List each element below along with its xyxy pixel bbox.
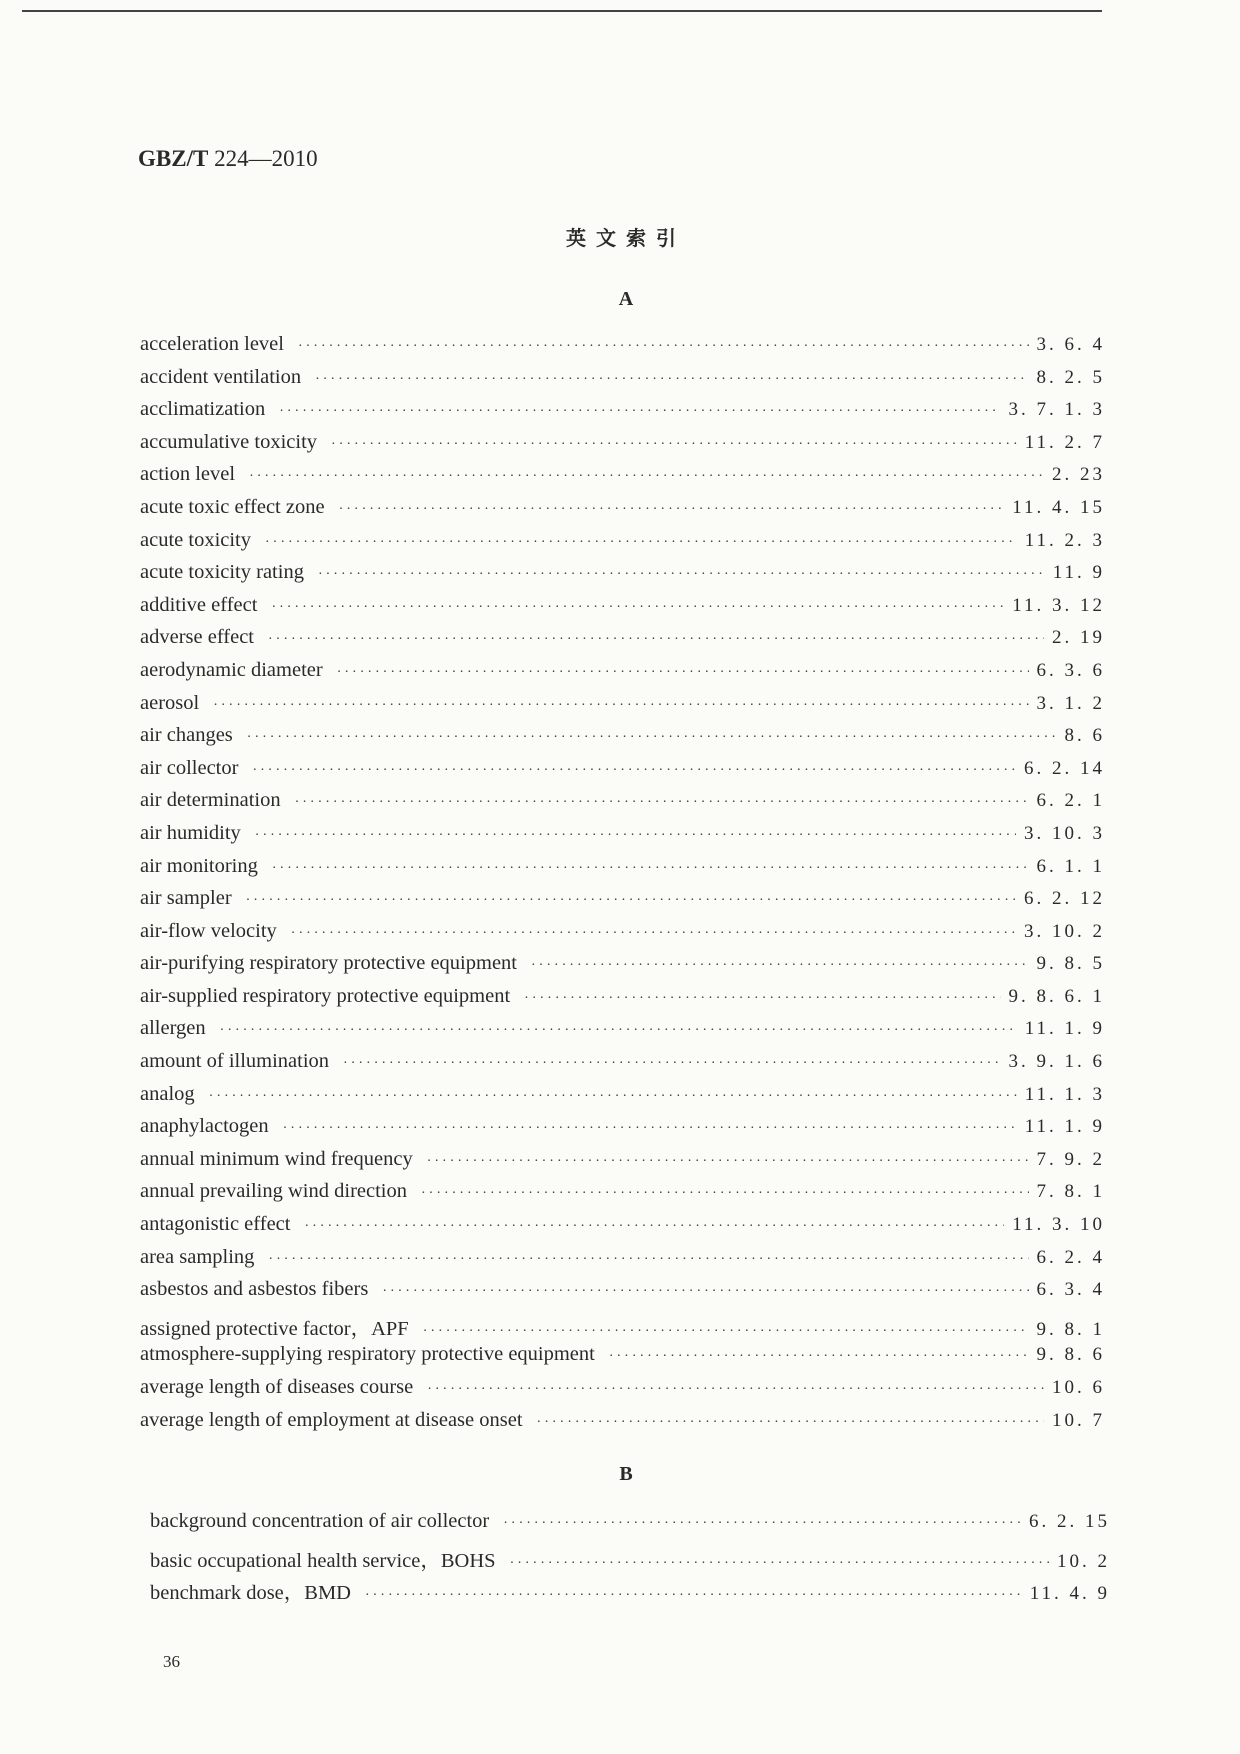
index-ref: 7. 9. 2	[1036, 1148, 1105, 1170]
dot-leader	[337, 665, 1029, 681]
index-ref: 2. 19	[1052, 627, 1105, 649]
index-entry	[140, 1376, 1105, 1409]
index-entry	[140, 398, 1105, 431]
standard-code-number: 224—2010	[214, 146, 318, 171]
index-ref: 6. 2. 15	[1029, 1511, 1110, 1532]
index-ref: 11. 1. 3	[1024, 1083, 1105, 1105]
index-entry	[140, 1180, 1105, 1213]
index-term: antagonistic effect	[140, 1213, 291, 1236]
dot-leader	[246, 893, 1016, 909]
dot-leader	[279, 404, 1000, 420]
index-term: assigned protective factor，APF	[140, 1317, 409, 1340]
index-term: air sampler	[140, 887, 232, 910]
dot-leader	[421, 1186, 1029, 1202]
index-entry	[140, 561, 1105, 594]
index-term: asbestos and asbestos fibers	[140, 1278, 369, 1301]
index-ref: 9. 8. 6	[1036, 1344, 1105, 1366]
index-term: basic occupational health service，BOHS	[150, 1549, 496, 1572]
index-entry	[140, 1083, 1105, 1116]
index-entry	[140, 822, 1105, 855]
index-term: air-flow velocity	[140, 919, 277, 942]
dot-leader	[247, 730, 1057, 746]
dot-leader	[510, 1556, 1049, 1572]
index-entry	[140, 1278, 1105, 1311]
index-entry	[140, 920, 1105, 953]
index-entry	[140, 529, 1105, 562]
index-ref: 2. 23	[1052, 464, 1105, 486]
index-entry	[140, 1409, 1105, 1442]
standard-code	[138, 146, 318, 172]
dot-leader	[318, 567, 1045, 583]
index-entry	[140, 496, 1105, 529]
index-ref: 11. 2. 7	[1024, 431, 1105, 453]
index-ref: 10. 6	[1052, 1377, 1105, 1398]
index-ref: 3. 6. 4	[1036, 334, 1105, 355]
index-ref: 9. 8. 6. 1	[1008, 985, 1105, 1007]
dot-leader	[503, 1516, 1021, 1532]
dot-leader	[331, 437, 1017, 453]
index-term: air-supplied respiratory protective equipment	[140, 984, 511, 1007]
index-term: air-purifying respiratory protective equipment	[140, 952, 517, 975]
index-ref: 3. 9. 1. 6	[1008, 1051, 1105, 1073]
index-entry	[140, 724, 1105, 757]
index-term: air humidity	[140, 821, 241, 844]
index-entry	[140, 887, 1105, 920]
index-ref: 6. 3. 6	[1036, 659, 1105, 681]
index-ref: 8. 2. 5	[1036, 366, 1105, 388]
dot-leader	[382, 1284, 1028, 1300]
dot-leader	[213, 698, 1028, 714]
index-ref: 8. 6	[1064, 725, 1105, 747]
index-ref: 10. 2	[1057, 1550, 1110, 1572]
index-ref: 11. 1. 9	[1024, 1116, 1105, 1138]
dot-leader	[609, 1349, 1029, 1365]
index-term: allergen	[140, 1017, 206, 1040]
index-ref: 11. 2. 3	[1024, 529, 1105, 551]
dot-leader	[298, 339, 1029, 355]
index-entry	[140, 757, 1105, 790]
index-entry	[140, 626, 1105, 659]
index-entry	[140, 1148, 1105, 1181]
index-entry	[140, 789, 1105, 822]
index-list-a	[140, 333, 1105, 1441]
dot-leader	[220, 1023, 1017, 1039]
index-ref: 3. 10. 2	[1024, 920, 1105, 942]
section-letter-a: A	[618, 288, 634, 310]
index-term: atmosphere-supplying respiratory protective equipment	[140, 1343, 595, 1366]
dot-leader	[343, 1056, 1000, 1072]
index-ref: 3. 10. 3	[1024, 822, 1105, 844]
index-entry	[140, 985, 1105, 1018]
index-term: aerosol	[140, 691, 200, 714]
index-entry	[140, 1115, 1105, 1148]
index-term: air changes	[140, 724, 233, 747]
dot-leader	[291, 926, 1016, 942]
index-term: benchmark dose，BMD	[150, 1582, 351, 1605]
index-entry	[140, 463, 1105, 496]
index-ref: 3. 1. 2	[1036, 692, 1105, 714]
dot-leader	[283, 1121, 1017, 1137]
dot-leader	[265, 535, 1017, 551]
index-ref: 10. 7	[1052, 1409, 1105, 1431]
dot-leader	[295, 795, 1029, 811]
dot-leader	[255, 828, 1016, 844]
dot-leader	[268, 632, 1044, 648]
index-entry	[140, 366, 1105, 399]
index-entry	[140, 659, 1105, 692]
index-list-b	[150, 1510, 1110, 1608]
standard-code-prefix: GBZ/T	[138, 146, 209, 171]
index-entry	[140, 692, 1105, 725]
page-number: 36	[163, 1652, 180, 1671]
page-title: 英文索引	[566, 226, 686, 250]
dot-leader	[268, 1252, 1028, 1268]
index-entry	[150, 1543, 1110, 1576]
index-entry	[140, 1343, 1105, 1376]
index-entry	[150, 1575, 1110, 1608]
dot-leader	[524, 991, 1000, 1007]
index-term: annual prevailing wind direction	[140, 1180, 407, 1203]
dot-leader	[272, 861, 1029, 877]
dot-leader	[315, 372, 1028, 388]
index-entry	[140, 1050, 1105, 1083]
index-entry	[140, 1017, 1105, 1050]
index-ref: 9. 8. 1	[1036, 1318, 1105, 1340]
index-ref: 11. 1. 9	[1024, 1018, 1105, 1040]
index-entry	[140, 1311, 1105, 1344]
index-term: aerodynamic diameter	[140, 658, 323, 681]
section-letter-b: B	[619, 1463, 633, 1485]
index-ref: 6. 3. 4	[1036, 1279, 1105, 1301]
dot-leader	[427, 1382, 1044, 1398]
index-term: analog	[140, 1082, 195, 1105]
index-ref: 11. 3. 12	[1012, 594, 1105, 616]
index-term: air collector	[140, 756, 239, 779]
index-term: background concentration of air collector	[150, 1510, 490, 1532]
index-entry	[140, 952, 1105, 985]
index-term: area sampling	[140, 1245, 255, 1268]
dot-leader	[271, 600, 1004, 616]
index-ref: 7. 8. 1	[1036, 1181, 1105, 1203]
index-ref: 6. 2. 12	[1024, 888, 1105, 910]
dot-leader	[249, 469, 1044, 485]
index-term: average length of employment at disease onset	[140, 1408, 523, 1431]
index-term: anaphylactogen	[140, 1115, 269, 1138]
index-ref: 6. 2. 14	[1024, 757, 1105, 779]
index-entry	[140, 333, 1105, 366]
dot-leader	[304, 1219, 1004, 1235]
dot-leader	[365, 1588, 1022, 1604]
index-term: amount of illumination	[140, 1050, 330, 1073]
index-ref: 11. 3. 10	[1012, 1214, 1105, 1236]
index-ref: 3. 7. 1. 3	[1008, 399, 1105, 421]
dot-leader	[537, 1415, 1044, 1431]
index-ref: 6. 1. 1	[1036, 855, 1105, 877]
index-entry	[140, 1213, 1105, 1246]
index-ref: 11. 9	[1052, 562, 1105, 584]
index-entry	[140, 855, 1105, 888]
index-ref: 6. 2. 4	[1036, 1246, 1105, 1268]
index-term: acute toxic effect zone	[140, 495, 325, 518]
index-term: acceleration level	[140, 333, 284, 355]
index-ref: 11. 4. 9	[1029, 1583, 1110, 1605]
index-term: annual minimum wind frequency	[140, 1147, 413, 1170]
index-term: air determination	[140, 789, 281, 812]
index-term: acclimatization	[140, 398, 266, 421]
index-ref: 11. 4. 15	[1012, 496, 1105, 518]
index-term: acute toxicity	[140, 528, 251, 551]
dot-leader	[252, 763, 1016, 779]
index-term: air monitoring	[140, 854, 258, 877]
index-term: average length of diseases course	[140, 1376, 414, 1398]
index-term: acute toxicity rating	[140, 561, 304, 584]
index-term: accident ventilation	[140, 365, 302, 388]
dot-leader	[423, 1324, 1029, 1340]
index-term: accumulative toxicity	[140, 430, 318, 453]
index-entry	[150, 1510, 1110, 1543]
index-term: action level	[140, 463, 236, 486]
index-entry	[140, 431, 1105, 464]
top-rule	[22, 10, 1102, 12]
dot-leader	[209, 1089, 1017, 1105]
index-ref: 6. 2. 1	[1036, 790, 1105, 812]
index-term: adverse effect	[140, 626, 255, 649]
dot-leader	[339, 502, 1005, 518]
index-term: additive effect	[140, 593, 258, 616]
index-entry	[140, 594, 1105, 627]
index-ref: 9. 8. 5	[1036, 953, 1105, 975]
dot-leader	[427, 1154, 1029, 1170]
dot-leader	[531, 958, 1029, 974]
index-entry	[140, 1246, 1105, 1279]
